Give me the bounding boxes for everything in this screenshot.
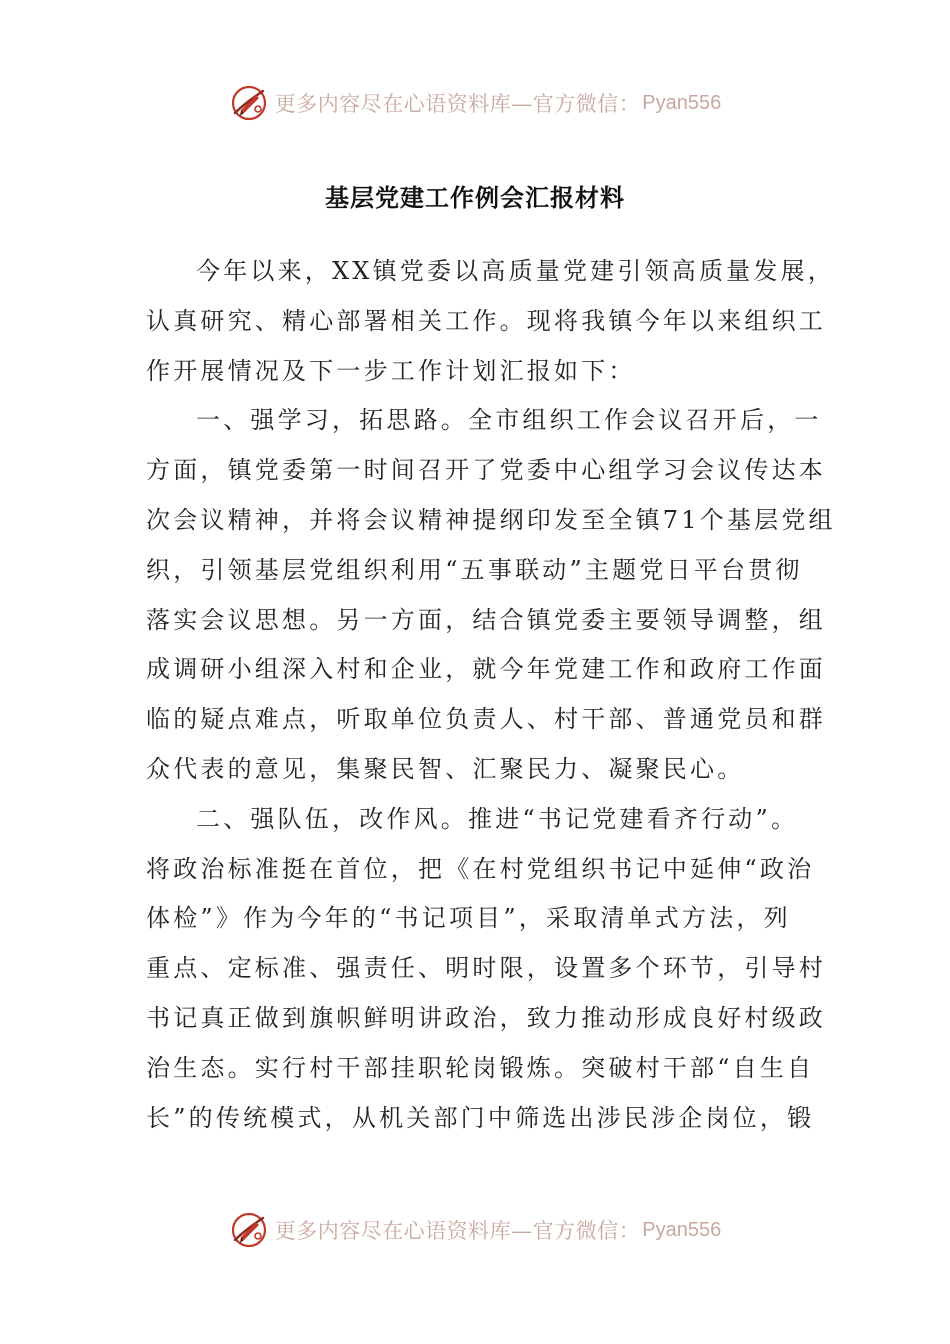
- paragraph-line: 认真研究、精心部署相关工作。现将我镇今年以来组织工: [146, 306, 826, 335]
- wechat-id: Pyan556: [642, 1218, 722, 1241]
- document-title: 基层党建工作例会汇报材料: [325, 184, 625, 212]
- paragraph-line: 落实会议思想。另一方面，结合镇党委主要领导调整，组: [146, 605, 826, 634]
- paragraph-line: 二、强队伍，改作风。推进“书记党建看齐行动”。: [196, 804, 799, 833]
- paragraph-line: 体检”》作为今年的“书记项目”，采取清单式方法，列: [146, 904, 791, 933]
- paragraph-line: 重点、定标准、强责任、明时限，设置多个环节，引导村: [146, 954, 826, 983]
- footer-watermark: [0, 1205, 950, 1255]
- paragraph-line: 长”的传统模式，从机关部门中筛选出涉民涉企岗位，锻: [146, 1103, 815, 1132]
- watermark-text: 更多内容尽在心语资料库—官方微信：: [274, 1219, 641, 1243]
- paragraph-line: 方面，镇党委第一时间召开了党委中心组学习会议传达本: [146, 456, 826, 485]
- watermark-text: 更多内容尽在心语资料库—官方微信：: [274, 92, 641, 116]
- paragraph-line: 书记真正做到旗帜鲜明讲政治，致力推动形成良好村级政: [146, 1003, 826, 1032]
- paragraph-line: 将政治标准挺在首位，把《在村党组织书记中延伸“政治: [146, 854, 815, 883]
- paragraph-line: 治生态。实行村干部挂职轮岗锻炼。突破村干部“自生自: [146, 1053, 815, 1082]
- paragraph-line: 作开展情况及下一步工作计划汇报如下：: [146, 356, 636, 385]
- header-watermark: [0, 78, 950, 128]
- paragraph-line: 众代表的意见，集聚民智、汇聚民力、凝聚民心。: [146, 754, 745, 783]
- paragraph-line: 临的疑点难点，听取单位负责人、村干部、普通党员和群: [146, 705, 826, 734]
- document-body: [146, 247, 836, 1143]
- paragraph-line: 织，引领基层党组织利用“五事联动”主题党日平台贯彻: [146, 555, 803, 584]
- paragraph-line: 成调研小组深入村和企业，就今年党建工作和政府工作面: [146, 655, 826, 684]
- wechat-id: Pyan556: [642, 91, 722, 114]
- pen-logo-icon: [229, 83, 269, 123]
- pen-logo-icon: [229, 1210, 269, 1250]
- paragraph-line: 今年以来，XX镇党委以高质量党建引领高质量发展，: [196, 257, 835, 285]
- paragraph-line: 次会议精神，并将会议精神提纲印发至全镇71个基层党组: [146, 505, 836, 534]
- paragraph-line: 一、强学习，拓思路。全市组织工作会议召开后，一: [196, 406, 822, 435]
